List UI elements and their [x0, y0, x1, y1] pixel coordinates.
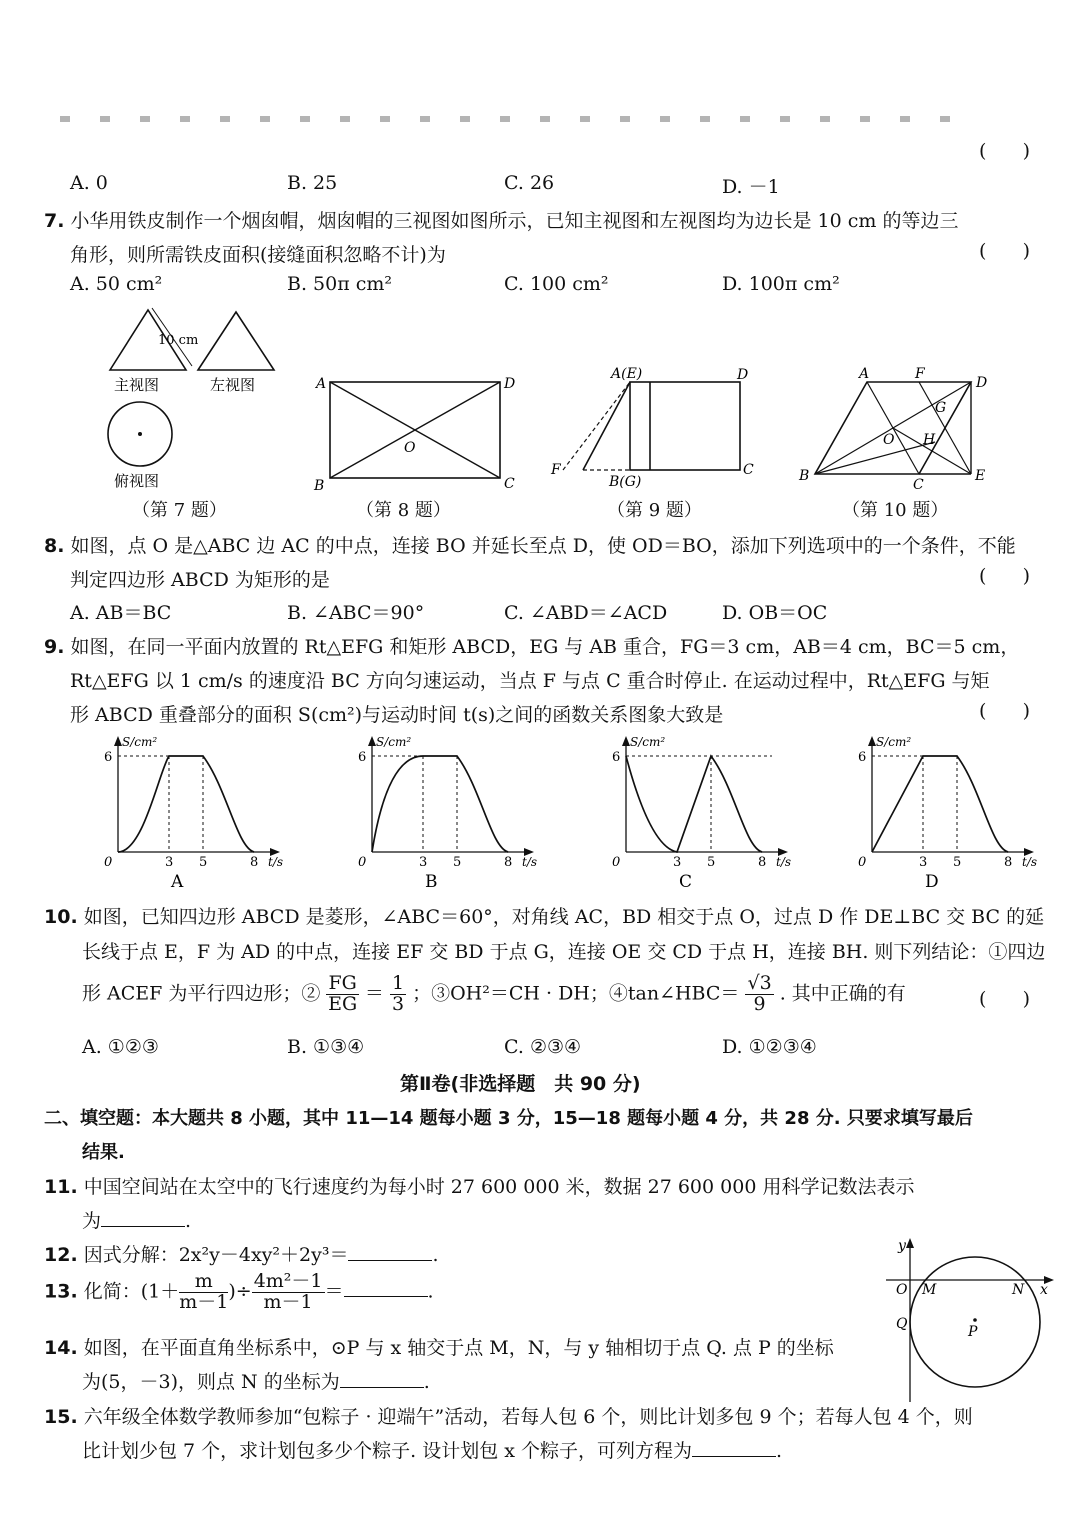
q14-text2b: .	[423, 1371, 430, 1393]
q13-mid: )÷	[228, 1280, 252, 1303]
fraction-sqrt3-9	[745, 974, 773, 1015]
x-tick-3: 3	[673, 855, 682, 870]
y-axis-arrow	[868, 736, 876, 746]
q7-option-a: A. 50 cm²	[70, 273, 163, 295]
q12-line	[44, 1240, 439, 1267]
q7-answer-paren: ( )	[978, 240, 1030, 262]
fraction-4m2-over-m1	[252, 1272, 325, 1313]
label-x: x	[1040, 1282, 1048, 1298]
label-h: H	[923, 432, 936, 448]
q14-text2a: 为(5，－3)，则点 N 的坐标为	[82, 1371, 340, 1393]
y-axis-arrow	[368, 736, 376, 746]
figure-9-caption: （第 9 题）	[607, 500, 702, 521]
q13-number: 13.	[44, 1280, 78, 1303]
q8-line1	[44, 531, 1016, 558]
q10-option-d: D. ①②③④	[722, 1036, 817, 1058]
figure-8	[310, 370, 520, 495]
fraction-three: 3	[391, 992, 405, 1015]
x-tick-5: 5	[453, 855, 462, 870]
x-tick-5: 5	[199, 855, 208, 870]
y-axis-arrow	[622, 736, 630, 746]
fraction-eg: EG	[328, 992, 358, 1015]
label-g: G	[935, 400, 947, 416]
graph-d	[850, 732, 1038, 892]
q12-text: 因式分解：2x²y－4xy²＋2y³＝	[83, 1244, 349, 1266]
q9-line3: 形 ABCD 重叠部分的面积 S(cm²)与运动时间 t(s)之间的函数关系图象大致是	[70, 704, 724, 726]
y-axis-label: S/cm²	[630, 735, 666, 749]
label-c: C	[743, 462, 754, 478]
q11-number: 11.	[44, 1176, 78, 1198]
q6-option-c: C. 26	[504, 172, 555, 194]
y-tick-6: 6	[612, 750, 621, 765]
q10-number: 10.	[44, 906, 78, 928]
q15-text1: 六年级全体数学教师参加“包粽子 · 迎端午”活动，若每人包 6 个，则比计划多包 9 个；若每人包 4 个，则	[83, 1406, 973, 1428]
q7-line1	[44, 206, 958, 233]
figure-8-caption: （第 8 题）	[356, 500, 451, 521]
hypotenuse	[583, 382, 630, 470]
x-tick-0: 0	[104, 855, 113, 870]
y-axis-label: S/cm²	[376, 735, 412, 749]
q6-option-d: D. －1	[722, 176, 780, 198]
series-line	[626, 756, 762, 852]
q12-answer-blank[interactable]	[348, 1242, 432, 1261]
x-tick-3: 3	[165, 855, 174, 870]
q9-text1: 如图，在同一平面内放置的 Rt△EFG 和矩形 ABCD，EG 与 AB 重合，FG＝3 cm，AB＝4 cm，BC＝5 cm，	[70, 636, 1020, 658]
left-view-triangle	[198, 312, 274, 370]
q8-answer-paren: ( )	[978, 565, 1030, 587]
q15-number: 15.	[44, 1406, 78, 1428]
q14-number: 14.	[44, 1337, 78, 1359]
top-view-label: 俯视图	[114, 472, 160, 490]
y-axis-arrow	[114, 736, 122, 746]
q10-text3c: . 其中正确的有	[779, 982, 906, 1005]
figure-10-caption: （第 10 题）	[842, 500, 949, 521]
label-d: D	[976, 375, 988, 391]
q8-option-b: B. ∠ABC＝90°	[287, 602, 425, 624]
x-tick-3: 3	[419, 855, 428, 870]
label-d: D	[737, 367, 749, 383]
x-tick-8: 8	[250, 855, 259, 870]
label-c: C	[504, 476, 515, 492]
q10-answer-paren: ( )	[978, 988, 1030, 1010]
label-b: B	[314, 478, 325, 494]
q8-line2: 判定四边形 ABCD 为矩形的是	[70, 569, 330, 591]
q10-option-b: B. ①③④	[287, 1036, 365, 1058]
x-tick-8: 8	[1004, 855, 1013, 870]
q10-line2: 长线于点 E，F 为 AD 的中点，连接 EF 交 BD 于点 G，连接 OE 交 CD 于点 H，连接 BH. 则下列结论：①四边	[82, 941, 1046, 963]
label-o: O	[404, 440, 416, 456]
label-ae: A(E)	[611, 366, 643, 382]
fraction-4m2: 4m²－1	[253, 1270, 323, 1292]
series-line	[872, 756, 1008, 852]
label-y: y	[898, 1238, 906, 1254]
figure-10	[795, 362, 1000, 492]
q9-number: 9.	[44, 636, 65, 658]
fraction-sqrt3: √3	[747, 972, 772, 994]
q12-end: .	[432, 1244, 439, 1266]
left-view-label: 左视图	[210, 376, 256, 394]
graph-title: B	[425, 872, 438, 892]
q8-option-d: D. OB＝OC	[722, 602, 828, 624]
q7-text1: 小华用铁皮制作一个烟囱帽，烟囱帽的三视图如图所示，已知主视图和左视图均为边长是 10 cm 的等边三	[70, 210, 959, 232]
x-tick-0: 0	[358, 855, 367, 870]
q10-text1: 如图，已知四边形 ABCD 是菱形，∠ABC＝60°，对角线 AC，BD 相交于点 O，过点 D 作 DE⊥BC 交 BC 的延	[83, 906, 1045, 928]
label-p: P	[968, 1324, 978, 1340]
x-tick-8: 8	[504, 855, 513, 870]
q6-option-b: B. 25	[287, 172, 338, 194]
graph-title: A	[171, 872, 184, 892]
q10-line3	[82, 974, 906, 1015]
x-axis-label: t/s	[522, 855, 538, 869]
label-n: N	[1012, 1282, 1025, 1298]
graph-a	[96, 732, 284, 892]
x-tick-0: 0	[612, 855, 621, 870]
q9-answer-paren: ( )	[978, 700, 1030, 722]
q15-line2	[82, 1436, 782, 1463]
rectangle-abcd	[630, 382, 740, 470]
q8-number: 8.	[44, 535, 65, 557]
figure-7	[100, 300, 290, 500]
q7-line2: 角形，则所需铁皮面积(接缝面积忽略不计)为	[70, 244, 446, 266]
fraction-one: 1	[391, 972, 405, 994]
q6-option-a: A. 0	[70, 172, 108, 194]
y-axis-label: S/cm²	[876, 735, 912, 749]
label-o: O	[896, 1282, 908, 1298]
section-2-instruction-line1: 二、填空题：本大题共 8 小题，其中 11—14 题每小题 3 分，15—18 题每小题 4 分，共 28 分. 只要求填写最后	[44, 1108, 973, 1129]
fraction-fg-eg	[326, 974, 358, 1015]
q14-line1	[44, 1333, 834, 1360]
q8-text1: 如图，点 O 是△ABC 边 AC 的中点，连接 BO 并延长至点 D，使 OD＝BO，添加下列选项中的一个条件，不能	[70, 535, 1016, 557]
fraction-m: m	[179, 1272, 228, 1293]
q7-option-d: D. 100π cm²	[722, 273, 840, 295]
q10-option-a: A. ①②③	[82, 1036, 159, 1058]
q15-text2: 比计划少包 7 个，求计划包多少个粽子. 设计划包 x 个粽子，可列方程为	[82, 1440, 693, 1462]
circle-p	[910, 1257, 1040, 1387]
q14-answer-blank[interactable]	[340, 1369, 424, 1388]
q15-line1	[44, 1402, 973, 1429]
fraction-m-over-m1	[179, 1272, 228, 1313]
front-view-label: 主视图	[114, 376, 160, 394]
q11-text1: 中国空间站在太空中的飞行速度约为每小时 27 600 000 米，数据 27 600 000 用科学记数法表示	[83, 1176, 915, 1198]
label-m: M	[922, 1282, 937, 1298]
label-b: B	[799, 468, 810, 484]
q8-option-c: C. ∠ABD＝∠ACD	[504, 602, 668, 624]
series-line	[372, 756, 508, 852]
graph-c	[604, 732, 792, 892]
q14-line2	[82, 1367, 430, 1394]
cropped-top-line	[60, 116, 960, 122]
q7-number: 7.	[44, 210, 65, 232]
top-view-center	[138, 432, 142, 436]
q11-line1	[44, 1172, 914, 1199]
graph-title: C	[679, 872, 693, 892]
fraction-one-third	[390, 974, 406, 1015]
q15-end: .	[776, 1440, 783, 1462]
y-tick-6: 6	[858, 750, 867, 765]
equals-sign: ＝	[364, 982, 384, 1005]
label-c: C	[913, 477, 924, 493]
dimension-label: 10 cm	[158, 333, 199, 348]
center-p	[973, 1318, 977, 1322]
q15-answer-blank[interactable]	[692, 1438, 776, 1457]
q6-answer-paren: ( )	[978, 140, 1030, 162]
series-line	[118, 756, 254, 852]
label-d: D	[504, 376, 516, 392]
fraction-nine: 9	[753, 992, 766, 1015]
x-tick-8: 8	[758, 855, 767, 870]
graph-b	[350, 732, 538, 892]
q11-text2b: .	[185, 1210, 192, 1232]
q14-text1: 如图，在平面直角坐标系中，⊙P 与 x 轴交于点 M，N，与 y 轴相切于点 Q. 点 P 的坐标	[83, 1337, 834, 1359]
segment-bh	[815, 442, 935, 474]
y-axis-label: S/cm²	[122, 735, 158, 749]
figure-9	[545, 362, 765, 492]
fraction-m1: m－1	[179, 1290, 229, 1313]
y-tick-6: 6	[358, 750, 367, 765]
q10-text3a: 形 ACEF 为平行四边形；②	[82, 982, 321, 1005]
q8-option-a: A. AB＝BC	[70, 602, 172, 624]
label-q: Q	[896, 1316, 908, 1332]
q10-line1	[44, 902, 1044, 929]
x-tick-0: 0	[858, 855, 867, 870]
graph-title: D	[925, 872, 939, 892]
label-e: E	[975, 468, 986, 484]
label-a: A	[859, 366, 870, 382]
label-a: A	[316, 376, 327, 392]
x-tick-5: 5	[707, 855, 716, 870]
q10-text3b: ；③OH²＝CH · DH；④tan∠HBC＝	[412, 982, 740, 1005]
q13-eq: ＝	[324, 1280, 344, 1303]
figure-14	[880, 1232, 1060, 1404]
x-tick-5: 5	[953, 855, 962, 870]
q9-line1	[44, 632, 1019, 659]
fraction-den2: m－1	[263, 1290, 313, 1313]
q11-line2	[82, 1206, 191, 1233]
label-f: F	[551, 462, 561, 478]
y-tick-6: 6	[104, 750, 113, 765]
label-bg: B(G)	[609, 474, 642, 490]
fraction-fg: FG	[328, 972, 357, 994]
q13-answer-blank[interactable]	[344, 1278, 428, 1297]
q11-answer-blank[interactable]	[101, 1208, 185, 1227]
q12-number: 12.	[44, 1244, 78, 1266]
x-axis-label: t/s	[1022, 855, 1038, 869]
x-tick-3: 3	[919, 855, 928, 870]
x-axis-label: t/s	[776, 855, 792, 869]
q10-option-c: C. ②③④	[504, 1036, 582, 1058]
x-axis-label: t/s	[268, 855, 284, 869]
q11-text2a: 为	[82, 1210, 102, 1232]
q13-pre: 化简：(1＋	[83, 1280, 180, 1303]
figure-7-caption: （第 7 题）	[132, 500, 227, 521]
y-axis-arrow	[906, 1238, 914, 1248]
q7-option-c: C. 100 cm²	[504, 273, 609, 295]
q13-end: .	[427, 1280, 434, 1303]
label-o: O	[883, 432, 895, 448]
q13-line	[44, 1272, 434, 1313]
section-2-instruction-line2: 结果.	[82, 1142, 125, 1163]
dashed-ef	[563, 382, 630, 470]
q9-line2: Rt△EFG 以 1 cm/s 的速度沿 BC 方向匀速运动，当点 F 与点 C 重合时停止. 在运动过程中，Rt△EFG 与矩	[70, 670, 990, 692]
section-2-title: 第Ⅱ卷(非选择题 共 90 分)	[400, 1073, 641, 1095]
q7-option-b: B. 50π cm²	[287, 273, 393, 295]
label-f: F	[915, 366, 925, 382]
